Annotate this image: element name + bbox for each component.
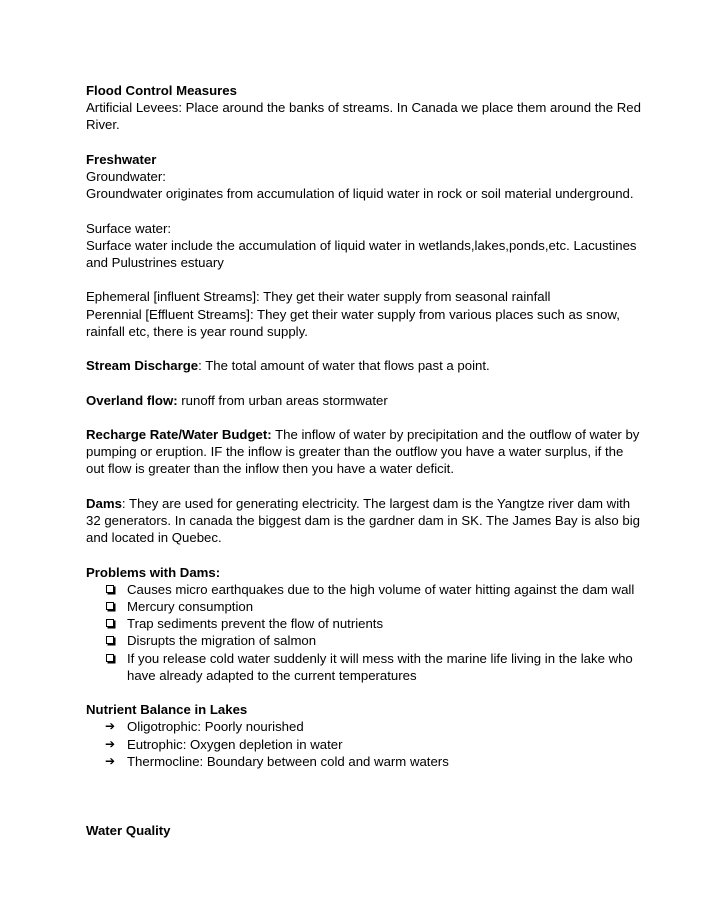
flood-levees-text: Artificial Levees: Place around the banks of streams. In Canada we place them around the Red River.: [86, 100, 641, 133]
stream-discharge-term: Stream Discharge: [86, 358, 199, 374]
recharge-text: The inflow of water by precipitation and the outflow of water by pumping or eruption. IF the inflow is greater than the outflow you have a water surplus, if the out flow is greater than the inflow then you have a water deficit.: [86, 426, 640, 477]
overland-flow-paragraph: [86, 392, 642, 409]
problems-heading: Problems with Dams:: [86, 564, 221, 580]
stream-discharge-paragraph: [86, 357, 642, 374]
recharge-paragraph: [86, 426, 642, 478]
spacer: [86, 202, 642, 219]
flood-heading: Flood Control Measures: [86, 83, 237, 98]
spacer: [86, 409, 642, 426]
list-item: Trap sediments prevent the flow of nutrients: [86, 615, 642, 632]
freshwater-heading: Freshwater: [86, 151, 157, 167]
arrow-bullet-icon: ➔: [105, 753, 116, 768]
list-item: If you release cold water suddenly it will mess with the marine life living in the lake who have already adapted to the current temperatures: [86, 650, 642, 684]
spacer: [86, 271, 642, 288]
dams-term: Dams: [86, 495, 122, 511]
arrow-bullet-icon: ➔: [105, 719, 116, 734]
spacer: [86, 340, 642, 357]
groundwater-label: Groundwater:: [86, 169, 166, 184]
nutrient-heading: Nutrient Balance in Lakes: [86, 702, 248, 718]
spacer: [86, 770, 642, 822]
groundwater-text: Groundwater originates from accumulation of liquid water in rock or soil material underground.: [86, 186, 634, 202]
water-quality-heading: Water Quality: [86, 822, 171, 838]
dams-text: : They are used for generating electricity. The largest dam is the Yangtze river dam with 32 generators. In canada the biggest dam is the gardner dam in SK. The James Bay is also big and located in Quebec.: [86, 495, 640, 546]
list-item: ➔ Oligotrophic: Poorly nourished: [105, 719, 304, 735]
surface-water-label: Surface water:: [86, 220, 172, 236]
dams-paragraph: [86, 495, 642, 547]
problems-list: [86, 581, 642, 684]
overland-flow-term: Overland flow:: [86, 392, 178, 408]
nutrient-list: [86, 718, 642, 770]
spacer: [86, 478, 642, 495]
arrow-bullet-icon: ➔: [105, 736, 116, 751]
document-page: [86, 82, 642, 839]
list-item: ➔ Eutrophic: Oxygen depletion in water: [105, 736, 343, 752]
checkbox-bullet-icon: [106, 585, 114, 593]
surface-water-text: Surface water include the accumulation of liquid water in wetlands,lakes,ponds,etc. Lacustines and Pulustrines estuary: [86, 237, 637, 270]
stream-discharge-text: : The total amount of water that flows past a point.: [198, 358, 490, 374]
overland-flow-text: runoff from urban areas stormwater: [177, 392, 388, 408]
spacer: [86, 684, 642, 701]
checkbox-bullet-icon: [106, 619, 114, 627]
list-item: Mercury consumption: [86, 598, 642, 615]
list-item: Disrupts the migration of salmon: [86, 632, 642, 649]
list-item: ➔ Thermocline: Boundary between cold and warm waters: [105, 753, 449, 769]
ephemeral-text: Ephemeral [influent Streams]: They get their water supply from seasonal rainfall: [86, 289, 551, 305]
spacer: [86, 374, 642, 391]
recharge-term: Recharge Rate/Water Budget:: [86, 426, 272, 442]
perennial-text: Perennial [Effluent Streams]: They get their water supply from various places such as snow, rainfall etc, there is year round supply.: [86, 306, 620, 339]
spacer: [86, 134, 642, 151]
list-item: Causes micro earthquakes due to the high volume of water hitting against the dam wall: [86, 581, 642, 598]
checkbox-bullet-icon: [106, 636, 114, 644]
checkbox-bullet-icon: [106, 654, 114, 662]
spacer: [86, 546, 642, 563]
checkbox-bullet-icon: [106, 602, 114, 610]
